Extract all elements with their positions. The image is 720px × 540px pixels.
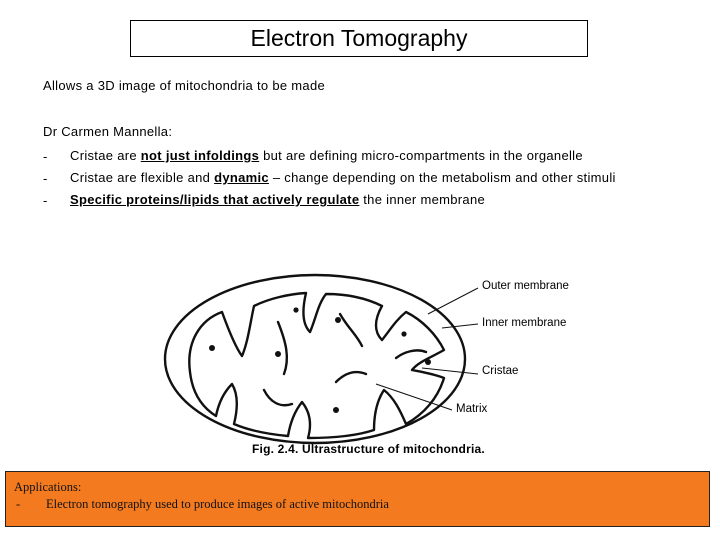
bullet-text: [70, 169, 663, 189]
bullet-dash: -: [43, 193, 48, 208]
applications-text: Electron tomography used to produce images of active mitochondria: [46, 497, 389, 511]
figure-caption: Fig. 2.4. Ultrastructure of mitochondria.: [252, 442, 485, 456]
bullet-item: [43, 147, 663, 167]
outer-membrane-shape: [165, 275, 465, 443]
intro-text: Allows a 3D image of mitochondria to be made: [43, 78, 326, 93]
speaker-name: Dr Carmen Mannella:: [43, 124, 173, 139]
granule: [275, 351, 281, 357]
bullet-emphasis: dynamic: [214, 170, 269, 185]
granule: [293, 307, 298, 312]
leader-outer: [428, 288, 478, 314]
crista-fold: [264, 390, 292, 405]
applications-heading: Applications:: [14, 480, 82, 494]
bullet-item: [43, 169, 663, 189]
bullet-list: [43, 147, 663, 213]
mitochondria-figure: [160, 262, 600, 462]
slide-title: Electron Tomography: [250, 25, 468, 51]
bullet-item: [43, 191, 663, 211]
bullet-text-part: Cristae are flexible and: [70, 170, 215, 185]
granule: [209, 345, 215, 351]
bullet-emphasis: not just infoldings: [140, 148, 260, 163]
granule: [333, 407, 339, 413]
label-inner-membrane: Inner membrane: [482, 317, 567, 329]
slide-title-box: [130, 20, 588, 57]
bullet-text-part: but are defining micro-compartments in the organelle: [259, 148, 583, 163]
granule: [335, 317, 341, 323]
crista-fold: [336, 372, 366, 382]
bullet-dash: -: [43, 171, 48, 186]
crista-fold: [340, 314, 362, 346]
crista-fold: [396, 350, 426, 358]
granule: [401, 331, 406, 336]
leader-lines: [376, 288, 478, 410]
mitochondria-diagram: [160, 262, 600, 462]
bullet-dash: -: [43, 149, 48, 164]
granule: [425, 359, 431, 365]
bullet-text: [70, 191, 663, 211]
crista-fold: [278, 322, 287, 374]
label-matrix: Matrix: [456, 403, 488, 415]
bullet-text-part: – change depending on the metabolism and other stimuli: [268, 170, 616, 185]
inner-membrane-shape: [189, 293, 444, 438]
applications-dash: -: [16, 497, 21, 511]
bullet-text-part: Cristae are: [70, 148, 141, 163]
label-cristae: Cristae: [482, 365, 519, 377]
applications-box: [5, 471, 710, 527]
matrix-granules: [209, 307, 431, 413]
label-outer-membrane: Outer membrane: [482, 280, 569, 292]
applications-item: [14, 497, 709, 512]
bullet-text-part: the inner membrane: [359, 192, 486, 207]
bullet-emphasis: Specific proteins/lipids that actively regulate: [70, 192, 360, 207]
leader-inner: [442, 324, 478, 328]
bullet-text: [70, 147, 663, 167]
